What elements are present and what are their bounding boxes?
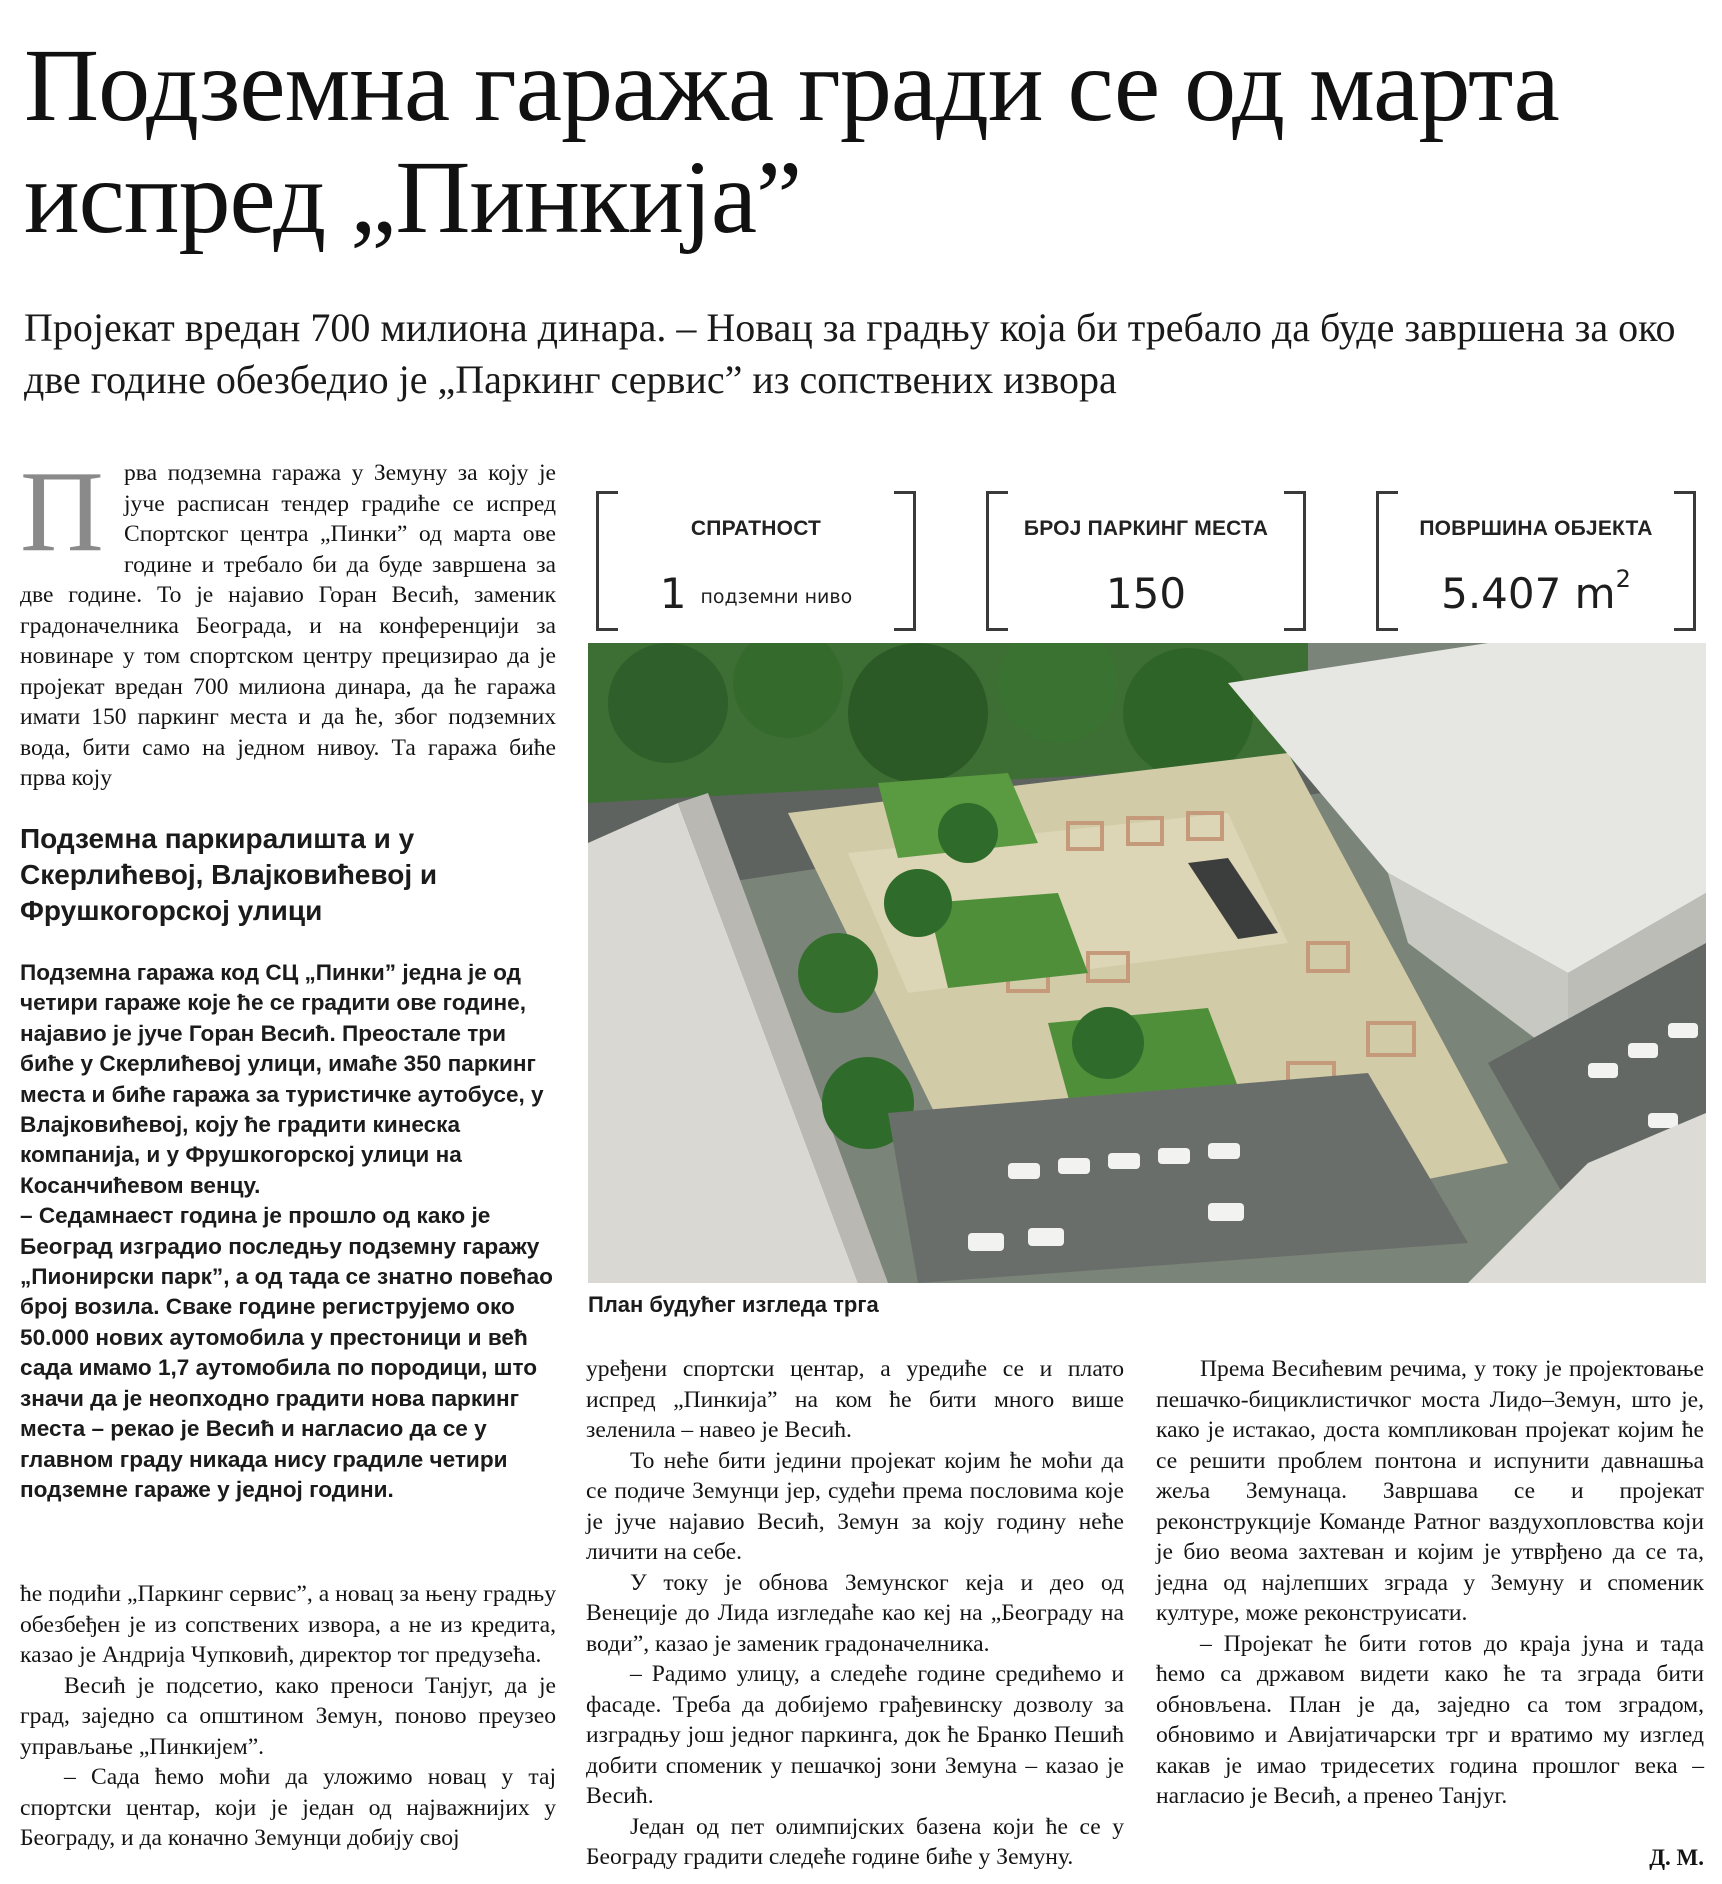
paragraph: уређени спортски центар, а уредиће се и плато испред „Пинкија” на ком ће бити много више зеленила – навео је Весић. — [586, 1356, 1124, 1443]
stat-label: СПРАТНОСТ — [690, 517, 822, 540]
paragraph: Весић је подсетио, како преноси Танјуг, да је град, заједно са општином Земун, поново преузео управљање „Пинкијем”. — [20, 1672, 556, 1760]
paragraph: То неће бити једини пројекат којим ће моћи да се подиче Земунци јер, судећи према пословима које је јуче најавио Весић, Земун за коју годину неће личити на себе. — [586, 1447, 1124, 1565]
box-paragraph: Подземна гаража код СЦ „Пинки” једна је од четири гараже које ће се градити ове године, најавио је јуче Горан Весић. Преостале три биће у Скерлићевој улици, имаће 350 паркинг места и биће гаража за туристичке аутобусе, у Влајковићевој, коју ће градити кинеска компанија, и у Фрушкогорској улици на Косанчићевом венцу. — [20, 960, 544, 1198]
paragraph: Према Весићевим речима, у току је пројектовање пешачко-бициклистичког моста Лидо–Земун, што је, како је истакао, доста компликован пројекат којим ће се решити проблем понтона и испунити давнашња жеља Земунаца. Завршава се и пројекат реконструкције Команде Ратног ваздухопловства који је био веома захтеван и којим је утврђено да се та, једна од најлепших зграда у Земуну и споменик културе, може реконструисати. — [1156, 1356, 1704, 1626]
paragraph: ће подићи „Паркинг сервис”, а новац за њену градњу обезбеђен је из сопствених извора, а не из кредита, казао је Андрија Чупковић, директор тог предузећа. — [20, 1581, 556, 1668]
stat-number: 5.407 m — [1441, 569, 1616, 618]
headline: Подземна гаража гради се од марта испред „Пинкија” — [24, 28, 1559, 255]
square-plan-rendering — [588, 643, 1706, 1283]
photo-caption: План будућег изгледа трга — [588, 1292, 879, 1317]
stat-parking-spaces — [986, 491, 1306, 631]
box-body — [20, 958, 560, 1505]
stat-value — [1376, 565, 1696, 618]
stat-value — [596, 569, 916, 618]
stat-note: подземни ниво — [700, 585, 853, 608]
aerial-illustration — [588, 643, 1706, 1283]
stat-value — [986, 569, 1306, 618]
paragraph: – Пројекат ће бити готов до краја јуна и тада ћемо са државом видети како ће та зграда бити обновљена. План је да, заједно са том зградом, обновимо и Авијатичарски трг и вратимо му изглед какав је имао тридесетих година прошлог века – нагласио је Весић, а пренео Танјуг. — [1156, 1630, 1704, 1809]
author-signature: Д. М. — [1649, 1845, 1704, 1870]
paragraph: – Сада ћемо моћи да уложимо новац у тај спортски центар, који је један од најважнијих у Београду, и да коначно Земунци добију свој — [20, 1764, 556, 1851]
stat-label: ПОВРШИНА ОБЈЕКТА — [1419, 517, 1653, 540]
stat-number: 150 — [1105, 569, 1187, 618]
column-1-continuation — [20, 1579, 556, 1854]
stat-number: 1 — [659, 569, 687, 618]
drop-cap: П — [20, 448, 104, 576]
box-paragraph: – Седамнаест година је прошло од како је Београд изградио последњу подземну гаражу „Пионирски парк”, а од тада се знатно повећао број возила. Сваке године региструјемо око 50.000 нових аутомобила у престоници и већ сада имамо 1,7 аутомобила по породици, што значи да је неопходно градити нова паркинг места – рекао је Весић и нагласио да се у главном граду никада нису градиле четири подземне гараже у једној години. — [20, 1203, 553, 1502]
box-title: Подземна паркиралишта и у Скерлићевој, Влајковићевој и Фрушкогорској улици — [20, 823, 438, 926]
paragraph: – Радимо улицу, а следеће године средићемо и фасаде. Треба да добијемо грађевинску дозволу за изградњу још једног паркинга, док ће Бранко Пешић добити споменик у пешачкој зони Земуна – казао је Весић. — [586, 1661, 1124, 1809]
subheadline: Пројекат вредан 700 милиона динара. – Новац за градњу која би требало да буде завршена за око две године обезбедио је „Паркинг сервис” из сопствених извора — [24, 305, 1676, 402]
stat-superscript: 2 — [1615, 565, 1631, 593]
paragraph: У току је обнова Земунског кеја и део од Венеције до Лида изгледаће као кеј на „Београду на води”, казао је заменик градоначелника. — [586, 1569, 1124, 1657]
lead-text: рва подземна гаража у Земуну за коју је јуче расписан тендер градиће се испред Спортског центра „Пинки” од марта ове године и требало би да буде завршена за две године. То је најавио Горан Весић, заменик градоначелника Београда, и на конференцији за новинаре у том спортском центру прецизирао да је пројекат вредан 700 милиона динара, да ће гаража имати 150 паркинг места и да ће, због подземних вода, бити само на једном нивоу. Та гаража биће прва коју — [20, 460, 556, 791]
column-3 — [1156, 1354, 1704, 1812]
column-2 — [586, 1354, 1124, 1873]
paragraph: Један од пет олимпијских базена који ће се у Београду градити следеће године биће у Земуну. — [586, 1813, 1124, 1870]
stat-floors — [596, 491, 916, 631]
stat-label: БРОЈ ПАРКИНГ МЕСТА — [1023, 517, 1269, 540]
lead-paragraph — [20, 448, 556, 794]
stat-area — [1376, 491, 1696, 631]
